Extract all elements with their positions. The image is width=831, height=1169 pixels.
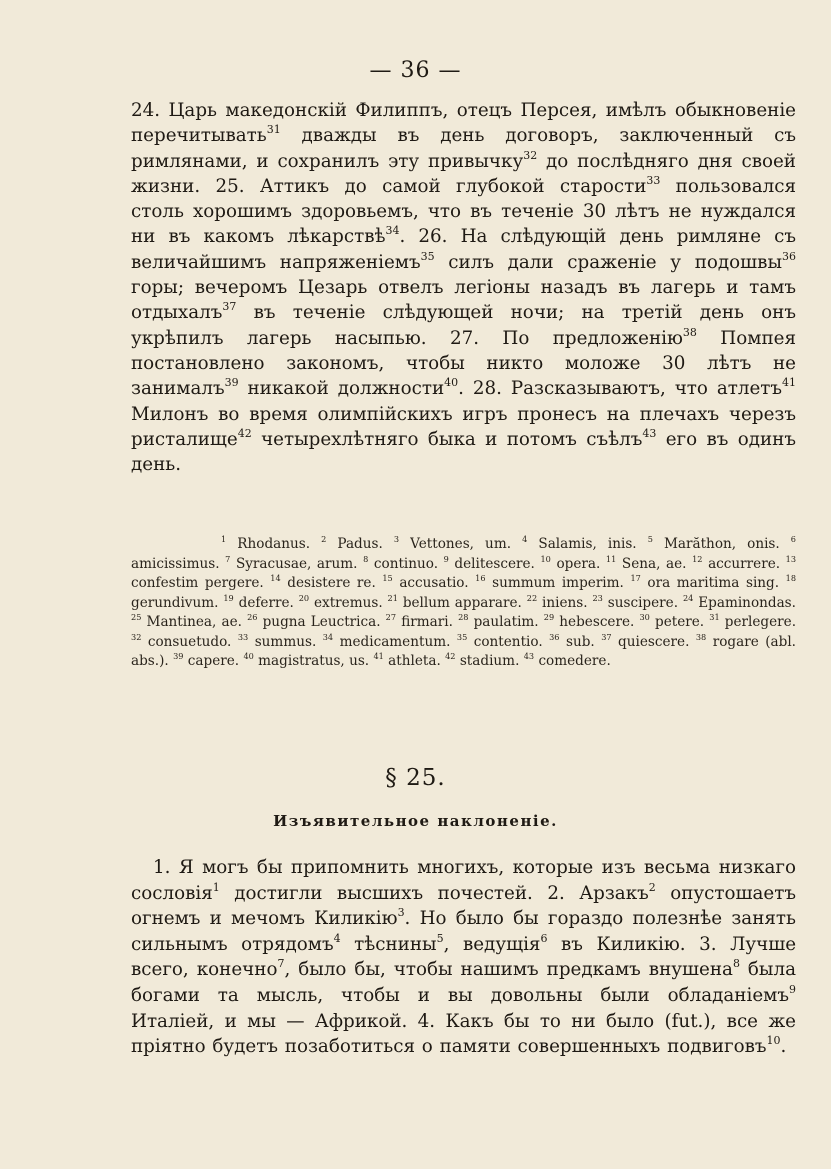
footnote-text: summum imperim. (492, 575, 631, 591)
text-segment: . Но было бы гораздо полезнѣе занять сильнымъ отрядомъ (131, 908, 796, 955)
footnote-ref: 36 (782, 249, 796, 263)
text-segment: въ Киликію. 3. Лучше всего, конечно (131, 933, 797, 981)
footnote-text: gerundivum. (131, 594, 224, 611)
text-segment: его въ одинъ день. (131, 428, 796, 476)
footnote-text: rogare (abl. abs.). (131, 633, 796, 669)
footnote-text: amicissimus. (131, 555, 226, 572)
text-segment: . (780, 1036, 787, 1058)
footnote-ref: 5 (436, 931, 444, 945)
footnote-number: 30 (639, 611, 650, 622)
footnote-number: 17 (630, 572, 641, 583)
text-segment: пользовался столь хорошимъ здоровьемъ, что въ теченіе 30 лѣтъ не нуждался ни въ какомъ лѣкарствѣ (131, 175, 796, 248)
footnote-number: 33 (237, 631, 249, 642)
footnote-number: 3 (393, 533, 400, 544)
footnote-ref: 3 (397, 905, 405, 919)
footnote-number: 9 (443, 553, 449, 564)
footnote-ref: 8 (732, 957, 740, 971)
footnote-number: 6 (790, 533, 796, 544)
footnote-text: delitescere. (454, 555, 541, 572)
text-segment: достигли высшихъ почестей. 2. Арзакъ (219, 882, 649, 904)
footnote-text: accusatio. (399, 575, 476, 591)
footnote-number: 13 (785, 553, 797, 564)
footnote-number: 24 (682, 592, 694, 603)
section-heading: § 25. (385, 765, 446, 791)
text-segment: дважды въ день договоръ, заключенный съ римлянами, и сохранилъ эту привычку (131, 125, 796, 172)
footnote-text: accurrere. (708, 555, 786, 572)
text-segment: была богами та мысль, чтобы и вы довольны были обладаніемъ (131, 959, 796, 1006)
footnote-number: 31 (709, 611, 720, 622)
footnote-text: iniens. (542, 594, 593, 611)
footnote-ref: 43 (642, 426, 657, 440)
footnote-ref: 38 (682, 325, 697, 339)
footnote-number: 14 (270, 572, 281, 583)
footnote-text: confestim pergere. (131, 575, 271, 591)
footnote-number: 28 (458, 611, 469, 622)
footnote-number: 41 (373, 650, 384, 661)
text-segment: Помпея постановлено закономъ, чтобы никто моложе 30 лѣтъ не занималъ (131, 327, 796, 400)
footnote-number: 32 (131, 631, 142, 642)
footnote-text: sub. (565, 633, 602, 650)
footnote-number: 25 (131, 611, 142, 622)
footnote-number: 20 (298, 592, 310, 603)
footnote-text: perlegere. (724, 614, 797, 630)
footnote-number: 18 (785, 572, 797, 583)
footnote-number: 16 (475, 572, 486, 583)
footnote-number: 35 (456, 631, 468, 642)
footnote-ref: 34 (385, 224, 400, 238)
footnote-ref: 1 (212, 880, 220, 894)
text-segment: . 26. На слѣдующій день римляне съ величайшимъ напряженіемъ (131, 226, 796, 273)
footnote-text: Marăthon, onis. (663, 536, 791, 552)
footnote-number: 37 (601, 631, 612, 642)
footnote-ref: 9 (789, 982, 796, 996)
footnote-text: ora maritima sing. (647, 575, 786, 591)
text-segment: Милонъ во время олимпійскихъ игръ пронесъ на плечахъ черезъ ристалище (131, 403, 796, 450)
footnote-text: Salamis, inis. (538, 536, 648, 552)
footnote-text: consuetudo. (147, 633, 238, 650)
footnote-number: 27 (385, 611, 397, 622)
footnote-text: Mantinea, ae. (146, 614, 248, 630)
footnote-text: deferre. (238, 594, 299, 611)
footnote-number: 1 (221, 533, 227, 544)
text-segment: Италіей, и мы — Африкой. 4. Какъ бы то ни было (fut.), все же пріятно будетъ позаботиться о памяти совершенныхъ подвиговъ (131, 1010, 796, 1058)
text-segment: никакой должности (238, 378, 445, 400)
footnotes-block (131, 535, 796, 672)
text-segment: до послѣдняго дня своей жизни. 25. Аттикъ до самой глубокой старости (131, 150, 796, 197)
footnote-text: Sena, ae. (621, 555, 693, 572)
footnote-number: 34 (322, 631, 334, 642)
section-24-text (131, 98, 796, 477)
footnote-ref: 35 (420, 249, 435, 263)
footnote-text: paulatim. (473, 614, 544, 630)
footnote-number: 36 (549, 631, 560, 642)
footnote-number: 40 (243, 650, 254, 661)
footnote-number: 23 (592, 592, 603, 603)
text-segment: 24. Царь македонскій Филиппъ, отецъ Персея, имѣлъ обыкновеніе перечитывать (131, 100, 796, 147)
footnote-number: 10 (540, 553, 551, 564)
footnote-text: Rhodanus. (237, 536, 322, 552)
section-subtitle: Изъявительное наклоненіе. (273, 812, 558, 830)
footnote-text: hebescere. (559, 614, 640, 630)
text-segment: въ теченіе слѣдующей ночи; на третій день онъ укрѣпилъ лагерь насыпью. 27. По предложенію (131, 302, 796, 349)
footnote-ref: 33 (646, 173, 661, 187)
footnote-text: capere. (187, 653, 244, 669)
text-segment: горы; вечеромъ Цезарь отвелъ легіоны назадъ въ лагерь и тамъ отдыхалъ (131, 277, 796, 324)
text-segment: , ведущія (443, 933, 541, 955)
footnote-text: suscipere. (607, 594, 683, 611)
footnote-text: extremus. (313, 594, 388, 611)
section-25-text (131, 855, 796, 1060)
footnote-number: 8 (363, 553, 369, 564)
footnote-text: Epaminondas. (698, 594, 796, 611)
text-segment: 1. Я могъ бы припомнить многихъ, которые изъ весьма низкаго сословія (131, 857, 796, 904)
footnote-ref: 4 (333, 931, 341, 945)
text-segment: . 28. Разсказываютъ, что атлетъ (458, 378, 783, 400)
footnote-text: comedere. (538, 653, 611, 669)
text-segment: четырехлѣтняго быка и потомъ съѣлъ (251, 428, 643, 450)
footnote-number: 42 (445, 650, 456, 661)
text-segment: тѣснины (340, 933, 437, 955)
footnote-ref: 31 (266, 123, 281, 137)
footnote-number: 29 (543, 611, 555, 622)
footnote-ref: 10 (766, 1033, 781, 1047)
page-number: — 36 — (369, 58, 462, 83)
footnote-ref: 32 (523, 148, 538, 162)
text-segment: , было бы, чтобы нашимъ предкамъ внушена (284, 959, 733, 981)
footnote-text: athleta. (388, 653, 446, 669)
footnote-number: 15 (382, 572, 393, 583)
footnote-number: 2 (321, 533, 327, 544)
footnote-text: contentio. (473, 633, 550, 650)
footnote-number: 7 (225, 553, 231, 564)
footnote-ref: 6 (540, 931, 548, 945)
footnote-number: 43 (523, 650, 535, 661)
footnote-number: 38 (695, 631, 707, 642)
footnote-ref: 42 (237, 426, 252, 440)
footnote-number: 21 (387, 592, 398, 603)
footnote-text: firmari. (401, 614, 459, 630)
footnote-number: 26 (247, 611, 258, 622)
footnote-number: 39 (173, 650, 184, 661)
footnote-text: continuo. (373, 555, 444, 572)
footnote-ref: 7 (277, 957, 285, 971)
footnote-text: Syracusae, arum. (235, 555, 364, 572)
footnote-text: magistratus, us. (258, 653, 374, 669)
footnote-number: 11 (605, 553, 617, 564)
footnote-ref: 39 (224, 376, 239, 390)
footnote-text: pugna Leuctrica. (262, 614, 386, 630)
footnote-text: medicamentum. (339, 633, 457, 650)
footnote-ref: 2 (648, 880, 656, 894)
text-segment: опустошаетъ огнемъ и мечомъ Киликію (131, 882, 796, 930)
footnote-text: quiescere. (618, 633, 696, 650)
text-segment: силъ дали сраженіе у подошвы (434, 251, 783, 273)
footnote-number: 12 (692, 553, 703, 564)
footnote-number: 4 (522, 533, 528, 544)
footnote-text: bellum apparare. (402, 594, 527, 611)
footnote-ref: 40 (444, 376, 459, 390)
footnote-text: summus. (254, 633, 323, 650)
footnote-text: Padus. (337, 536, 394, 552)
footnote-text: stadium. (459, 653, 524, 669)
footnote-number: 22 (526, 592, 538, 603)
footnote-text: desistere re. (287, 575, 383, 591)
footnote-text: Vettones, um. (410, 536, 523, 552)
footnote-number: 19 (223, 592, 234, 603)
footnote-text: opera. (556, 555, 606, 572)
footnote-ref: 37 (222, 300, 237, 314)
footnote-ref: 41 (782, 376, 796, 390)
paragraph-24-28 (131, 98, 796, 477)
footnote-text: petere. (655, 614, 710, 630)
footnote-number: 5 (647, 533, 653, 544)
paragraph-1-4 (131, 855, 796, 1060)
